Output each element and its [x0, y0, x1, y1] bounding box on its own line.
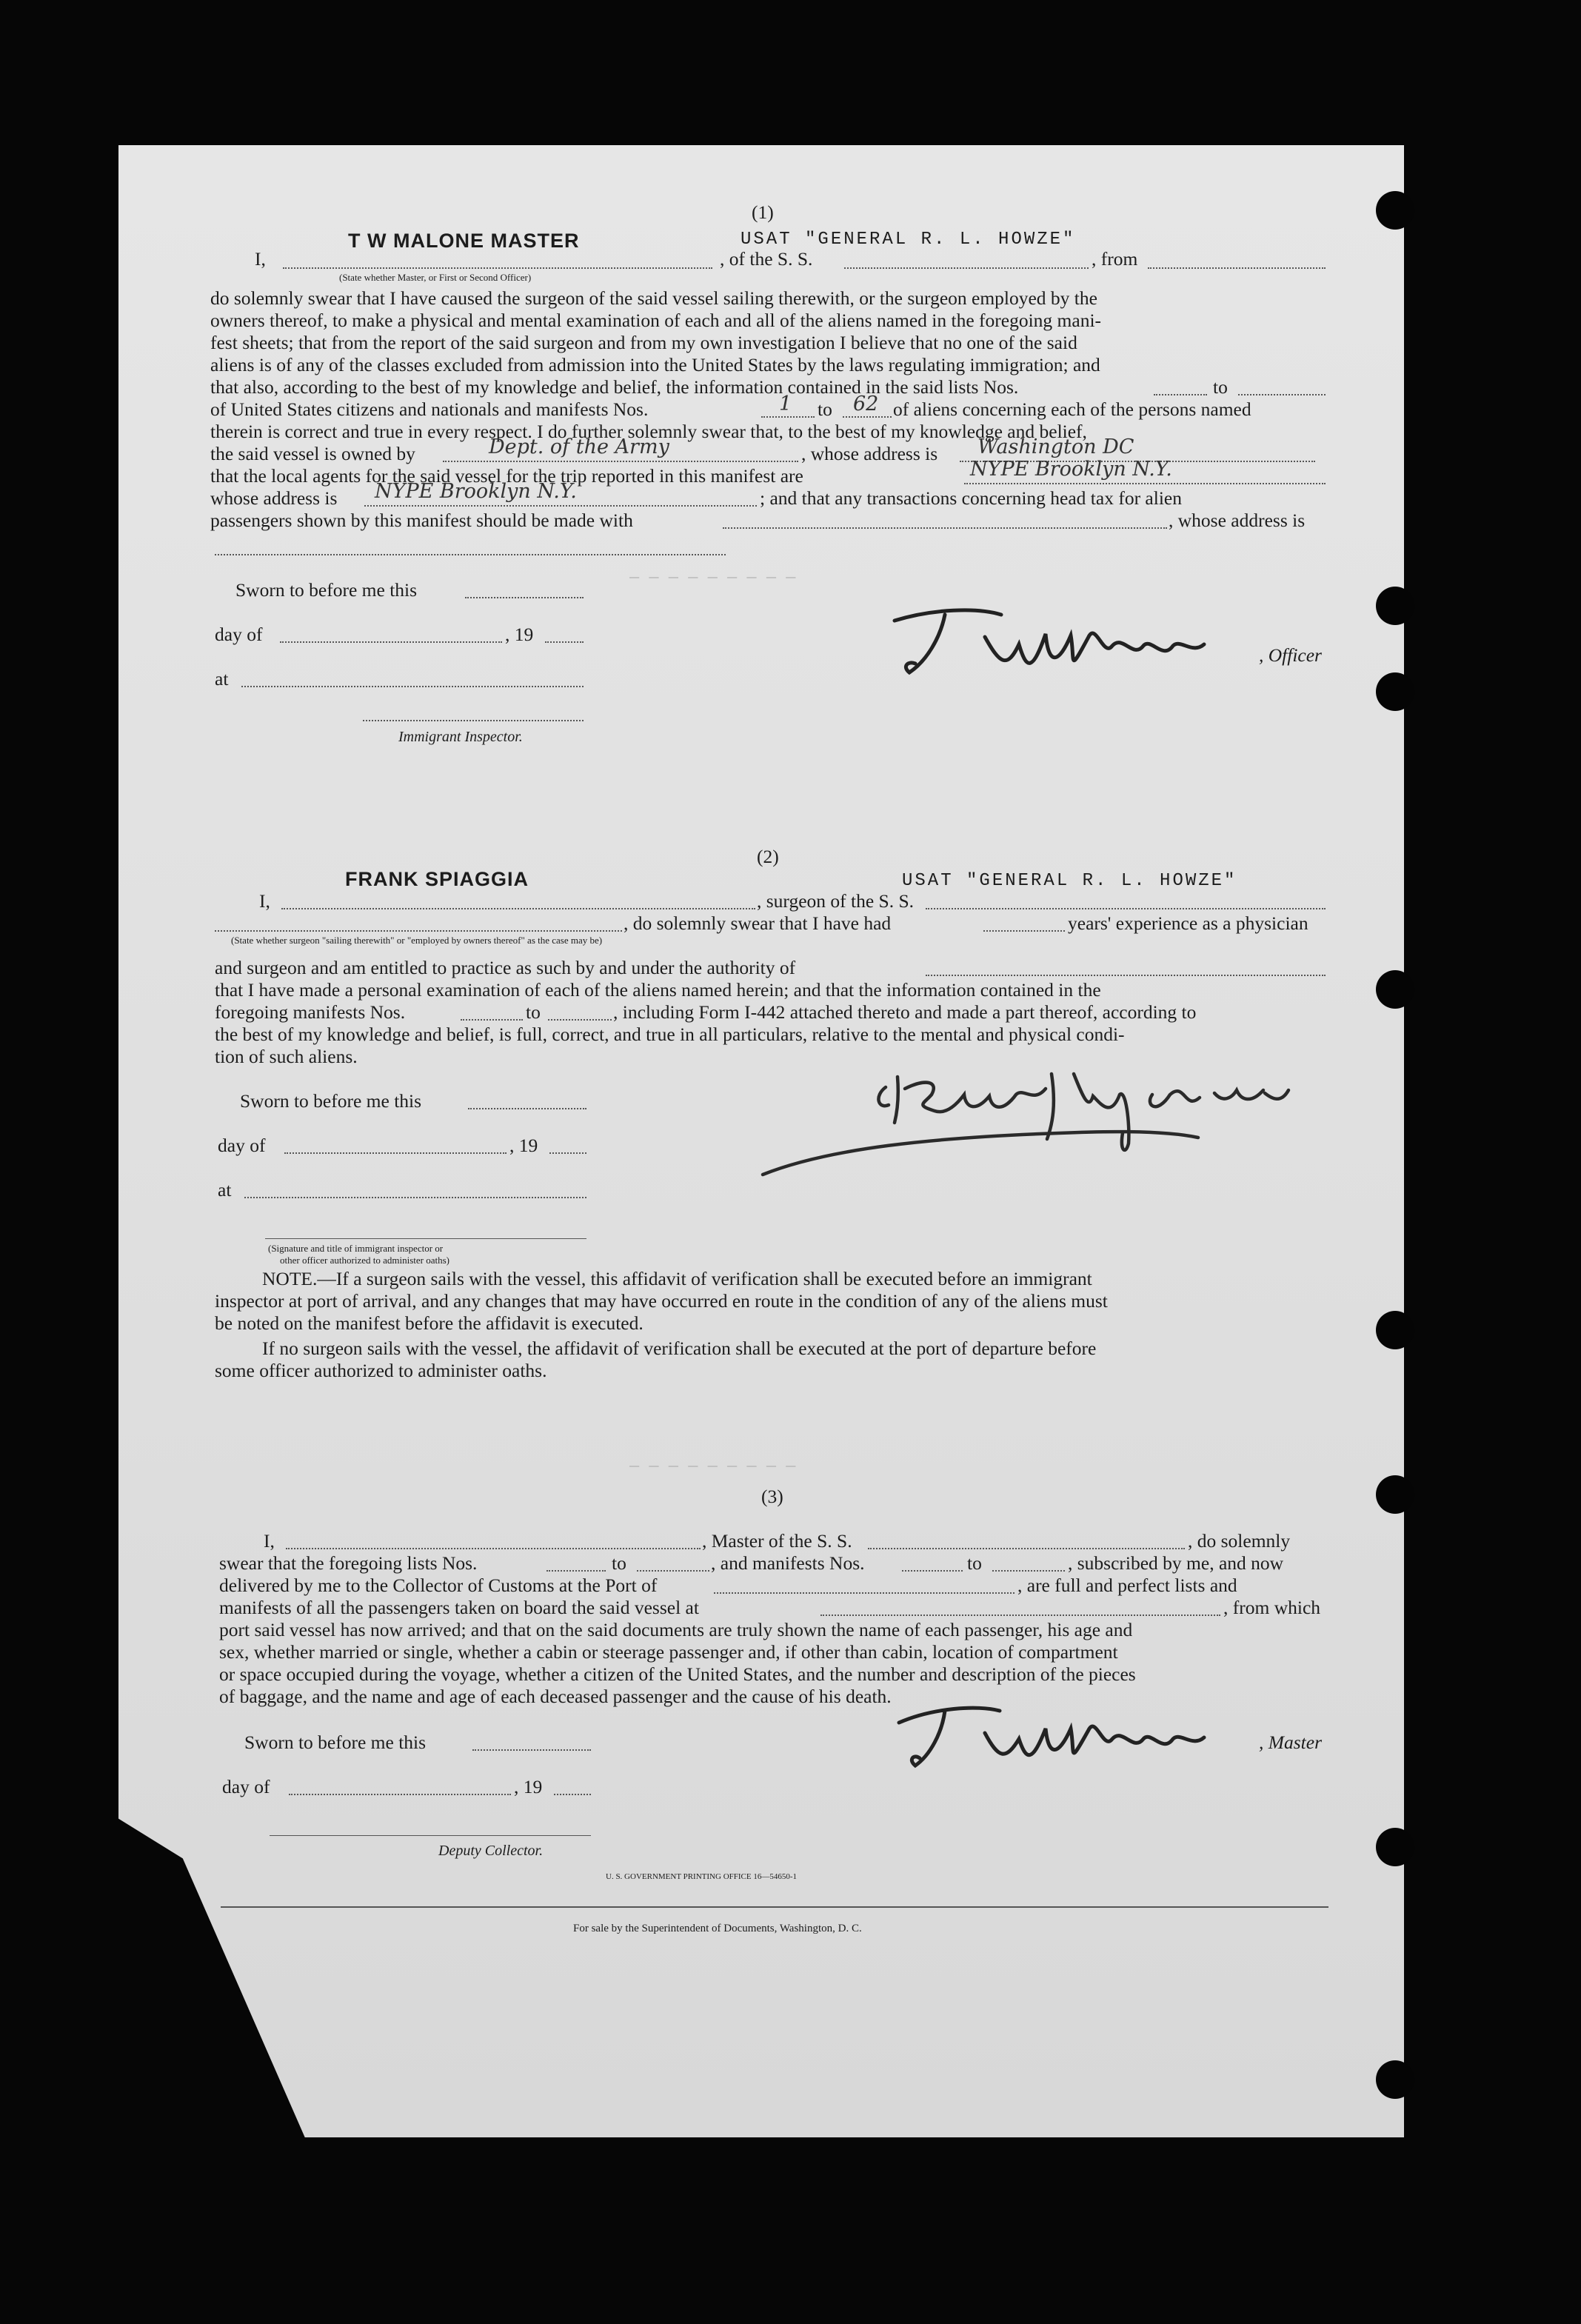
s2-text-line: , including Form I-442 attached thereto and made a part thereof, according to — [613, 1001, 1197, 1023]
sale-notice: For sale by the Superintendent of Documents, Washington, D. C. — [573, 1923, 862, 1934]
s3-manifests-to: to — [967, 1552, 982, 1574]
s3-collector-label: delivered by me to the Collector of Customs at the Port of — [219, 1575, 658, 1596]
s3-manifests-from-field — [902, 1570, 963, 1572]
s3-master-name-field — [286, 1548, 701, 1549]
s3-master-of-label: , Master of the S. S. — [702, 1530, 852, 1552]
bleed-through-text: _ _ _ _ _ _ _ _ _ — [629, 563, 796, 581]
footer-rule — [221, 1906, 1328, 1908]
s1-text-line: of United States citizens and nationals and manifests Nos. — [210, 398, 649, 420]
s1-agents-label: that the local agents for the said vessel for the trip reported in this manifest are — [210, 465, 803, 487]
section-2-number: (2) — [757, 846, 779, 867]
s2-manifests-from-field — [461, 1019, 523, 1021]
manifests-to-handwritten: 62 — [853, 393, 879, 415]
s1-sworn-field — [465, 597, 584, 598]
authority-field — [926, 975, 1326, 976]
s3-swear-end: , do solemnly — [1188, 1530, 1291, 1552]
s2-manifests-to: to — [526, 1001, 541, 1023]
s2-manifests-label: foregoing manifests Nos. — [215, 1001, 406, 1023]
lists-to-field — [1238, 394, 1326, 395]
binder-hole — [1376, 1311, 1414, 1349]
binder-hole — [1376, 1828, 1414, 1866]
s1-at-field — [241, 686, 584, 687]
binder-hole — [1376, 191, 1414, 230]
manifests-from-handwritten: 1 — [779, 393, 792, 415]
s2-vessel-field — [926, 908, 1326, 909]
s2-authority-label: and surgeon and am entitled to practice as such by and under the authority of — [215, 957, 796, 978]
s1-text-line: owners thereof, to make a physical and mental examination of each and all of the aliens named in the foregoing mani- — [210, 310, 1102, 331]
inspector-signature-field — [363, 720, 584, 721]
s1-text-line: aliens is of any of the classes excluded from admission into the United States by the laws regulating immigration; and — [210, 354, 1100, 375]
s3-deputy-signature-line — [270, 1835, 591, 1836]
head-tax-address-field — [215, 554, 726, 555]
s2-sworn-field — [468, 1108, 586, 1109]
surgeon-status-field — [215, 930, 622, 932]
s3-text-line: sex, whether married or single, whether a cabin or steerage passenger and, if other than cabin, location of compartment — [219, 1641, 1118, 1663]
manifests-from-field — [761, 416, 815, 418]
s3-lists-to-field — [637, 1570, 709, 1572]
s1-state-note: (State whether Master, or First or Second Officer) — [339, 272, 532, 283]
note-line: inspector at port of arrival, and any changes that may have occurred en route in the condition of any of the aliens must — [215, 1290, 1108, 1312]
s3-text-line: port said vessel has now arrived; and that on the said documents are truly shown the name of each passenger, his age and — [219, 1619, 1133, 1640]
s2-text-line: that I have made a personal examination of each of the aliens named herein; and that the information contained in the — [215, 979, 1101, 1001]
vessel-name-field — [844, 267, 1089, 269]
s2-sig-note-2: other officer authorized to administer oaths) — [280, 1255, 449, 1266]
agents-field — [964, 483, 1326, 484]
note-line: be noted on the manifest before the affidavit is executed. — [215, 1312, 644, 1334]
s3-port-field — [714, 1592, 1015, 1594]
s1-at-label: at — [215, 668, 229, 689]
s3-manifests-to-field — [992, 1570, 1065, 1572]
years-experience-field — [983, 930, 1065, 932]
surgeon-signature — [741, 1052, 1333, 1185]
s3-lists-from-field — [547, 1570, 606, 1572]
s3-boarded-label: manifests of all the passengers taken on board the said vessel at — [219, 1597, 699, 1618]
s1-text-line: that also, according to the best of my knowledge and belief, the information contained in the said lists Nos. — [210, 376, 1019, 398]
s1-line1-i: I, — [255, 248, 266, 270]
s2-surgeon-of-label: , surgeon of the S. S. — [757, 890, 915, 912]
s3-text-line: , from which — [1223, 1597, 1321, 1618]
s3-lists-to: to — [612, 1552, 626, 1574]
s3-text-line: of baggage, and the name and age of each deceased passenger and the cause of his death. — [219, 1686, 892, 1707]
s1-text-line: therein is correct and true in every respect. I do further solemnly swear that, to the best of my knowledge and belief, — [210, 421, 1087, 442]
owner-handwritten: Dept. of the Army — [489, 435, 669, 458]
binder-hole — [1376, 2060, 1414, 2099]
agents-address-field — [364, 505, 757, 507]
s1-line1-from: , from — [1092, 248, 1138, 270]
s2-sig-note-1: (Signature and title of immigrant inspector or — [268, 1243, 444, 1254]
s1-lists-to: to — [1213, 376, 1228, 398]
s1-dayof-field — [280, 641, 502, 643]
s2-year-field — [549, 1152, 586, 1154]
agents-address-handwritten: NYPE Brooklyn N.Y. — [375, 480, 577, 503]
s2-manifests-to-field — [548, 1019, 612, 1021]
s3-manifests-label: , and manifests Nos. — [711, 1552, 865, 1574]
binder-hole — [1376, 587, 1414, 625]
master-signature — [874, 1681, 1259, 1777]
s2-text-line: tion of such aliens. — [215, 1046, 358, 1067]
s3-line1-i: I, — [264, 1530, 275, 1552]
note-line: If no surgeon sails with the vessel, the affidavit of verification shall be executed at the port of departure before — [262, 1338, 1097, 1359]
s2-at-label: at — [218, 1179, 232, 1201]
s3-sworn-field — [472, 1749, 591, 1751]
printing-office-imprint: U. S. GOVERNMENT PRINTING OFFICE 16—54650-1 — [606, 1872, 798, 1881]
s3-text-line: or space occupied during the voyage, whether a citizen of the United States, and the number and description of the pieces — [219, 1663, 1136, 1685]
port-from-field — [1148, 267, 1326, 269]
s2-signature-line — [265, 1238, 586, 1239]
s3-sworn-label: Sworn to before me this — [244, 1732, 427, 1753]
s1-head-tax-address-label: , whose address is — [1169, 510, 1306, 531]
s3-deputy-caption: Deputy Collector. — [438, 1843, 544, 1859]
s3-master-caption: , Master — [1259, 1732, 1322, 1753]
s1-line1-of-ss: , of the S. S. — [720, 248, 813, 270]
note-line: some officer authorized to administer oaths. — [215, 1360, 547, 1381]
binder-hole — [1376, 672, 1414, 711]
s1-owner-address-label: , whose address is — [801, 443, 938, 464]
s2-dayof-field — [284, 1152, 507, 1154]
s2-years-label: years' experience as a physician — [1068, 912, 1308, 934]
agents-handwritten: NYPE Brooklyn N.Y. — [970, 458, 1172, 481]
binder-hole — [1376, 1475, 1414, 1514]
head-tax-field — [723, 527, 1167, 529]
binder-hole — [1376, 970, 1414, 1009]
s1-owned-by-label: the said vessel is owned by — [210, 443, 415, 464]
section-1-number: (1) — [752, 201, 774, 223]
s3-year-label: , 19 — [514, 1776, 543, 1797]
note-line: NOTE.—If a surgeon sails with the vessel, this affidavit of verification shall be executed before an immigrant — [262, 1268, 1092, 1289]
s3-year-field — [554, 1794, 591, 1795]
s1-text-line: do solemnly swear that I have caused the surgeon of the said vessel sailing therewith, or the surgeon employed by the — [210, 287, 1097, 309]
owner-address-handwritten: Washington DC — [977, 435, 1134, 458]
s2-sworn-label: Sworn to before me this — [240, 1090, 422, 1112]
s1-officer-caption: , Officer — [1259, 644, 1322, 666]
s1-inspector-caption: Immigrant Inspector. — [398, 729, 523, 745]
s1-agents-address-label: whose address is — [210, 487, 338, 509]
officer-signature — [874, 592, 1259, 689]
s2-text-line: the best of my knowledge and belief, is full, correct, and true in all particulars, relative to the mental and physical condi- — [215, 1024, 1125, 1045]
s3-text-line: , are full and perfect lists and — [1017, 1575, 1237, 1596]
s1-head-tax-label: passengers shown by this manifest should be made with — [210, 510, 633, 531]
s2-year-label: , 19 — [509, 1135, 538, 1156]
s2-state-note: (State whether surgeon "sailing therewith" or "employed by owners thereof" as the case may be) — [231, 935, 603, 946]
vessel-name-typed: USAT "GENERAL R. L. HOWZE" — [741, 230, 1076, 250]
s2-vessel-typed: USAT "GENERAL R. L. HOWZE" — [902, 871, 1237, 891]
s1-text-line: ; and that any transactions concerning head tax for alien — [760, 487, 1182, 509]
s1-year-field — [545, 641, 584, 643]
s1-text-line: of aliens concerning each of the persons named — [893, 398, 1251, 420]
master-name-field — [283, 267, 712, 269]
s1-text-line: fest sheets; that from the report of the said surgeon and from my own investigation I believe that no one of the said — [210, 332, 1077, 353]
s1-year-label: , 19 — [505, 624, 534, 645]
s2-line1-i: I, — [259, 890, 270, 912]
s2-at-field — [244, 1197, 586, 1198]
s1-sworn-label: Sworn to before me this — [235, 579, 418, 601]
s3-text-line: , subscribed by me, and now — [1068, 1552, 1284, 1574]
s2-dayof-label: day of — [218, 1135, 266, 1156]
owner-field — [443, 461, 798, 462]
bleed-through-text: _ _ _ _ _ _ _ _ _ — [629, 1452, 796, 1470]
s1-dayof-label: day of — [215, 624, 263, 645]
s2-swear-label: , do solemnly swear that I have had — [624, 912, 892, 934]
surgeon-name-typed: FRANK SPIAGGIA — [345, 868, 529, 890]
s1-manifests-to: to — [818, 398, 832, 420]
lists-from-field — [1154, 394, 1207, 395]
s3-lists-label: swear that the foregoing lists Nos. — [219, 1552, 478, 1574]
s3-vessel-field — [868, 1548, 1185, 1549]
s3-dayof-field — [289, 1794, 511, 1795]
surgeon-name-field — [281, 908, 755, 909]
section-3-number: (3) — [761, 1486, 783, 1507]
master-name-typed: T W MALONE MASTER — [348, 230, 580, 252]
s3-boarded-port-field — [820, 1615, 1220, 1616]
s3-dayof-label: day of — [222, 1776, 270, 1797]
manifests-to-field — [843, 416, 892, 418]
